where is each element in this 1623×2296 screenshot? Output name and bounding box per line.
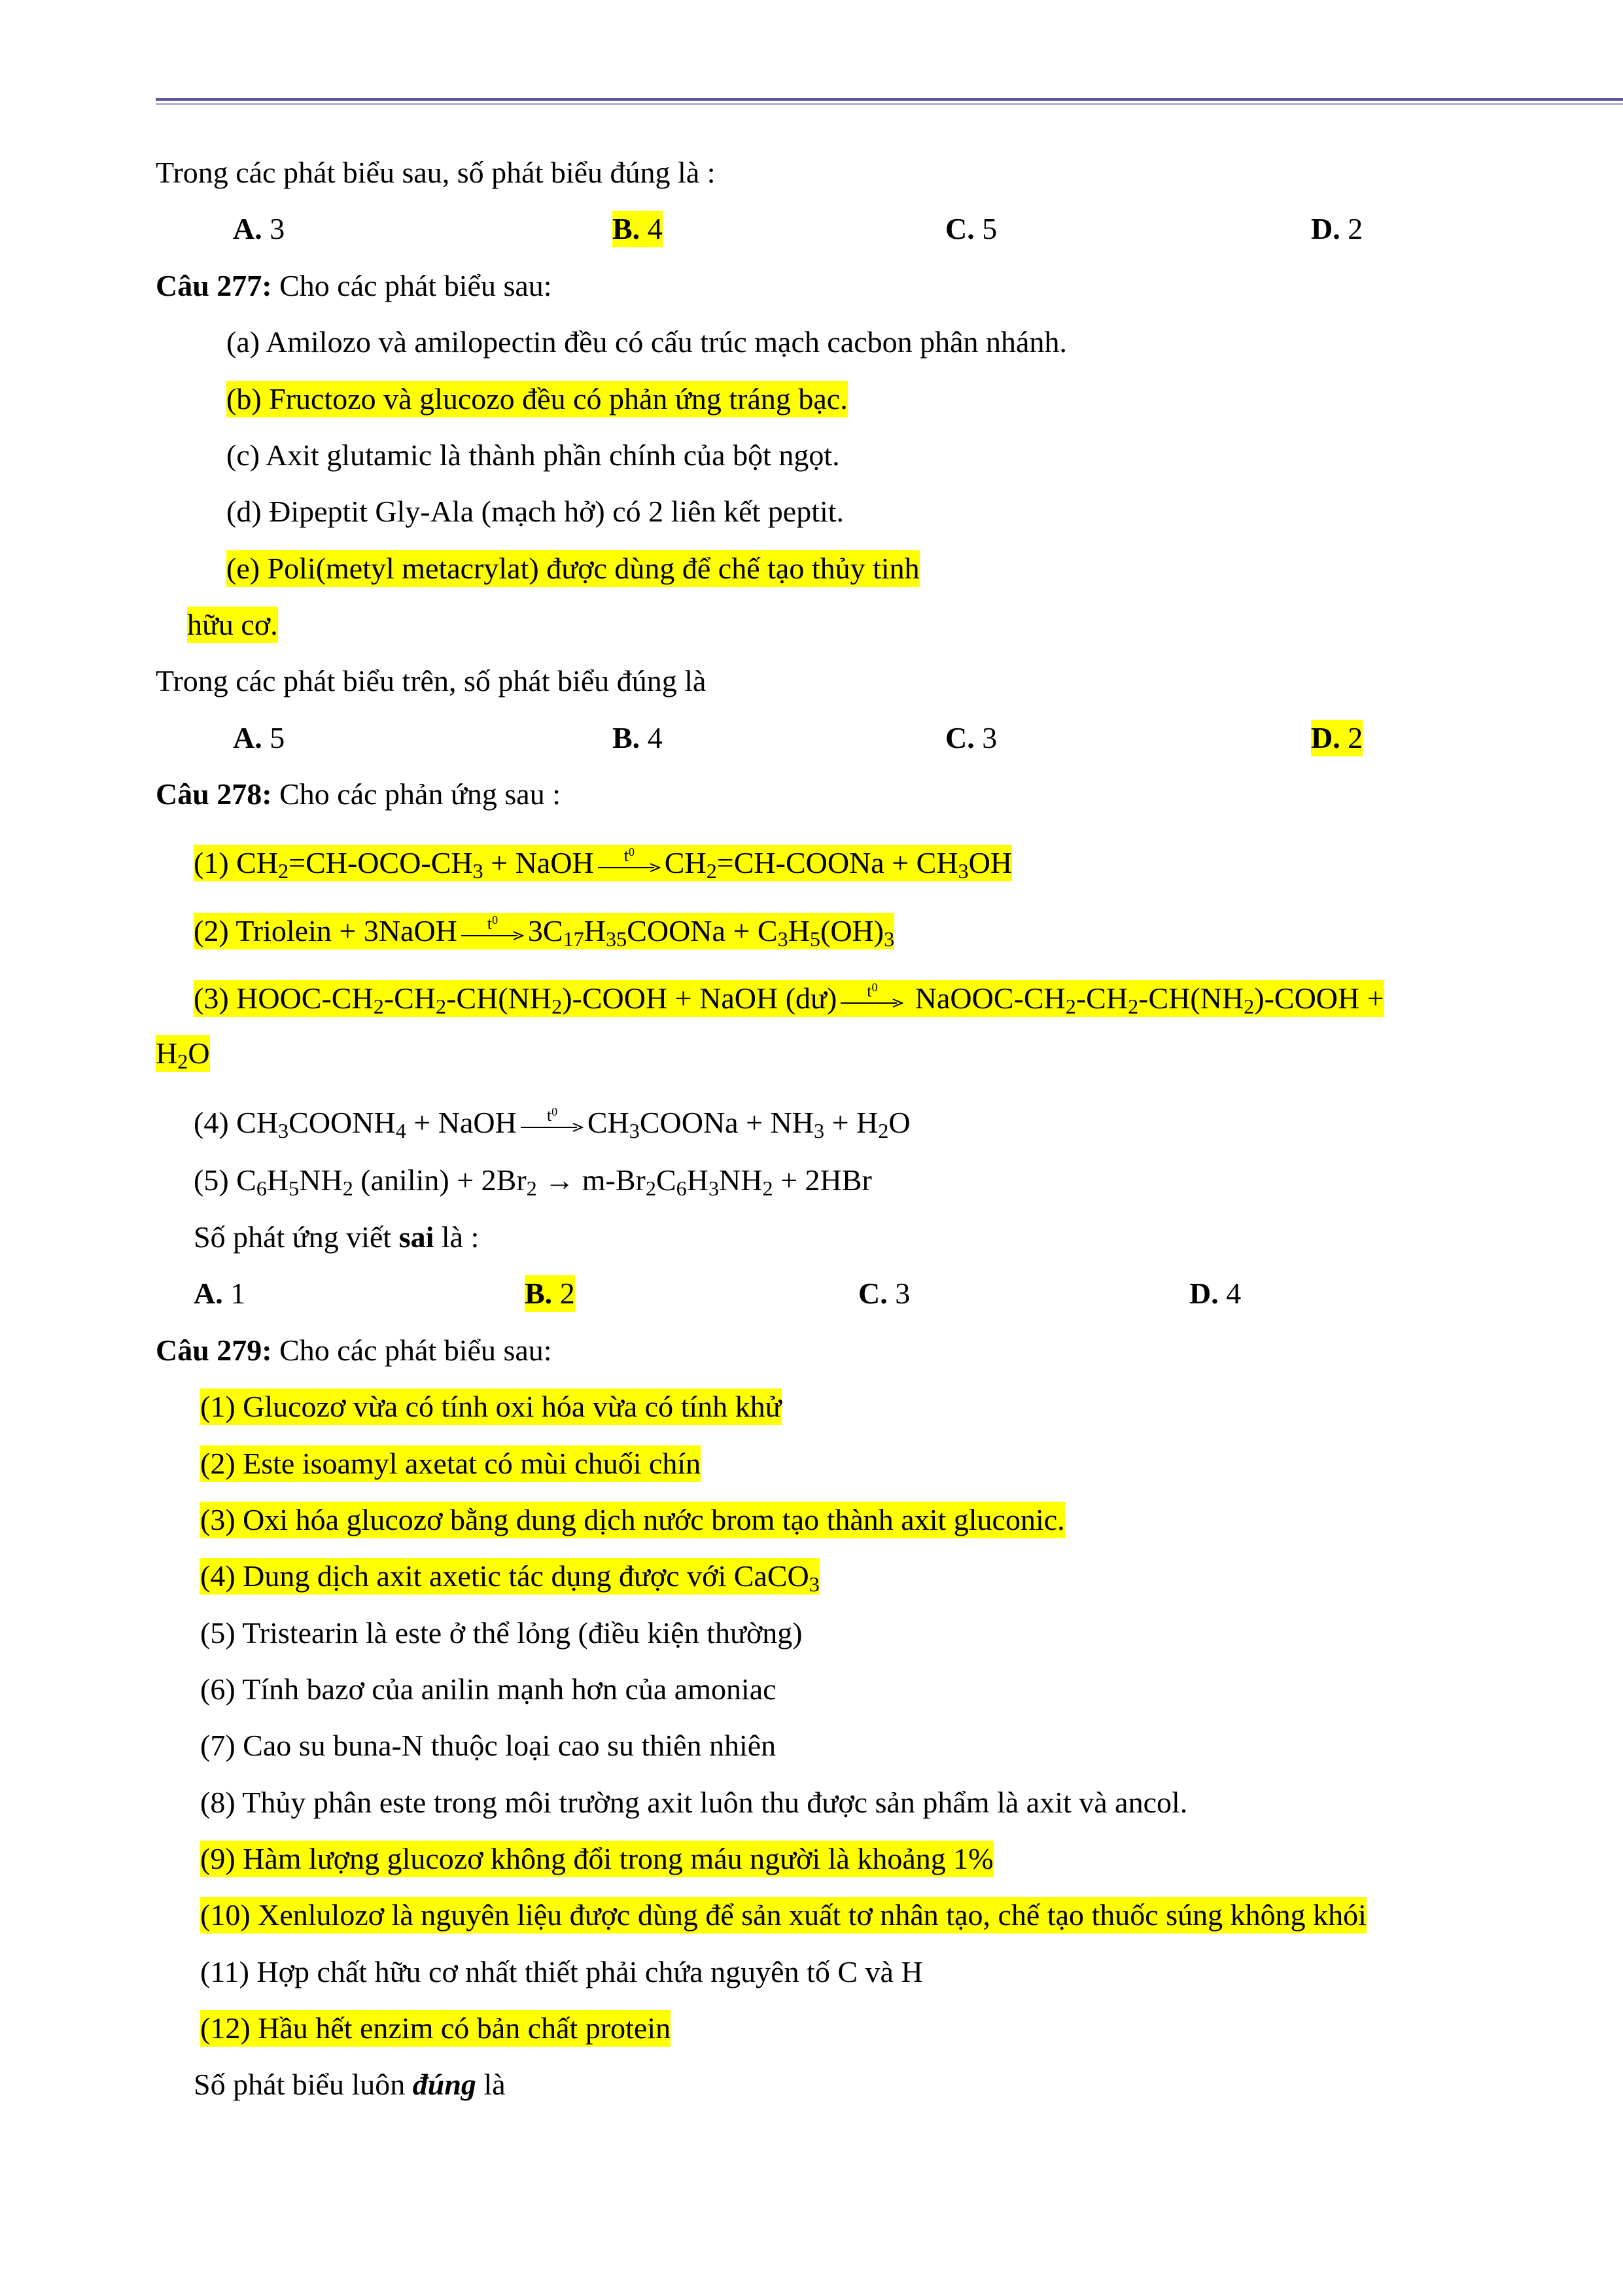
q276-option-c: C. 5 <box>945 212 998 245</box>
q279-item-11: (11) Hợp chất hữu cơ nhất thiết phải chứa nguyên tố C và H <box>200 1955 923 1988</box>
q279-item-9: (9) Hàm lượng glucozơ không đổi trong máu người là khoảng 1% <box>200 1841 994 1877</box>
q278-question: Số phát ứng viết sai là : <box>194 1220 480 1254</box>
q279-item-6: (6) Tính bazơ của anilin mạnh hơn của amoniac <box>200 1672 777 1706</box>
q276-option-a: A. 3 <box>233 212 285 245</box>
q277-option-d-answer: D. 2 <box>1311 720 1363 756</box>
q278-reaction-2: (2) Triolein + 3NaOH $t^0$ $3C_{17}H_{35}COONa + C_3H_5(OH)_3$ <box>194 913 895 951</box>
q279-item-1: (1) Glucozơ vừa có tính oxi hóa vừa có tính khử <box>200 1388 782 1425</box>
q279-item-12: (12) Hầu hết enzim có bản chất protein <box>200 2010 671 2047</box>
q277-question: Trong các phát biểu trên, số phát biểu đúng là <box>156 664 707 698</box>
q278-heading: Câu 278: Cho các phản ứng sau : <box>156 777 561 811</box>
q278-option-c: C. 3 <box>858 1277 911 1310</box>
q279-item-4: (4) Dung dịch axit axetic tác dụng được với CaCO$_3$ <box>200 1559 820 1597</box>
arrow-icon: $t^0$ <box>461 921 524 947</box>
q278-option-a: A. 1 <box>194 1277 246 1310</box>
q277-item-c: (c) Axit glutamic là thành phần chính của bột ngọt. <box>226 438 840 472</box>
q278-option-b-answer: B. 2 <box>525 1275 575 1312</box>
q277-option-a: A. 5 <box>233 721 285 754</box>
q279-item-10: (10) Xenlulozơ là nguyên liệu được dùng để sản xuất tơ nhân tạo, chế tạo thuốc súng không khói <box>200 1897 1367 1934</box>
q279-question: Số phát biểu luôn đúng là <box>194 2068 506 2101</box>
arrow-icon: $t^0$ <box>841 988 903 1014</box>
q279-item-7: (7) Cao su buna-N thuộc loại cao su thiên nhiên <box>200 1729 777 1762</box>
q277-item-e: (e) Poli(metyl metacrylat) được dùng để chế tạo thủy tinh <box>226 550 920 587</box>
q279-item-5: (5) Tristearin là este ở thể lỏng (điều kiện thường) <box>200 1616 803 1650</box>
q278-option-d: D. 4 <box>1189 1277 1242 1310</box>
q278-reaction-4: (4) $CH_3COONH_4$ + NaOH $t^0$ $CH_3COONa + NH_3 + H_2O$ <box>194 1105 911 1143</box>
q279-heading: Câu 279: Cho các phát biểu sau: <box>156 1333 552 1367</box>
q278-reaction-5: (5) $C_6H_5NH_2$ (anilin) + $2Br_2 \to m-Br_2C_6H_3NH_2 + 2HBr$ <box>194 1163 872 1201</box>
q277-heading: Câu 277: Cho các phát biểu sau: <box>156 269 552 302</box>
arrow-icon: $t^0$ <box>598 853 661 879</box>
q277-option-b: B. 4 <box>612 721 663 754</box>
header-rule <box>156 98 1623 101</box>
q278-reaction-3-cont: $H_2O$ <box>156 1036 210 1074</box>
q279-item-3: (3) Oxi hóa glucozơ bằng dung dịch nước brom tạo thành axit gluconic. <box>200 1502 1065 1538</box>
arrow-icon: $t^0$ <box>521 1112 584 1139</box>
q277-item-a: (a) Amilozo và amilopectin đều có cấu trúc mạch cacbon phân nhánh. <box>226 325 1067 359</box>
q277-item-b: (b) Fructozo và glucozo đều có phản ứng tráng bạc. <box>226 381 848 417</box>
q279-item-8: (8) Thủy phân este trong môi trường axit luôn thu được sản phẩm là axit và ancol. <box>200 1786 1188 1819</box>
q279-item-2: (2) Este isoamyl axetat có mùi chuối chín <box>200 1445 701 1482</box>
q277-option-c: C. 3 <box>945 721 998 754</box>
q277-item-e-cont: hữu cơ. <box>187 607 278 643</box>
q277-item-d: (d) Đipeptit Gly-Ala (mạch hở) có 2 liên kết peptit. <box>226 495 845 528</box>
q276-option-d: D. 2 <box>1311 212 1363 245</box>
header-rule-thin <box>156 103 1623 105</box>
q278-reaction-1: (1) $CH_2=CH-OCO-CH_3$ + NaOH $t^0$ $CH_2=CH$-COONa + $CH_3OH$ <box>194 845 1013 883</box>
q276-question: Trong các phát biểu sau, số phát biểu đúng là : <box>156 156 716 189</box>
q276-option-b-answer: B. 4 <box>612 211 663 247</box>
q278-reaction-3: (3) HOOC-$CH_2-CH_2-CH(NH_2)$-COOH + NaOH (dư) $t^0$ NaOOC-$CH_2-CH_2-CH(NH_2)$-COOH + <box>194 981 1384 1019</box>
